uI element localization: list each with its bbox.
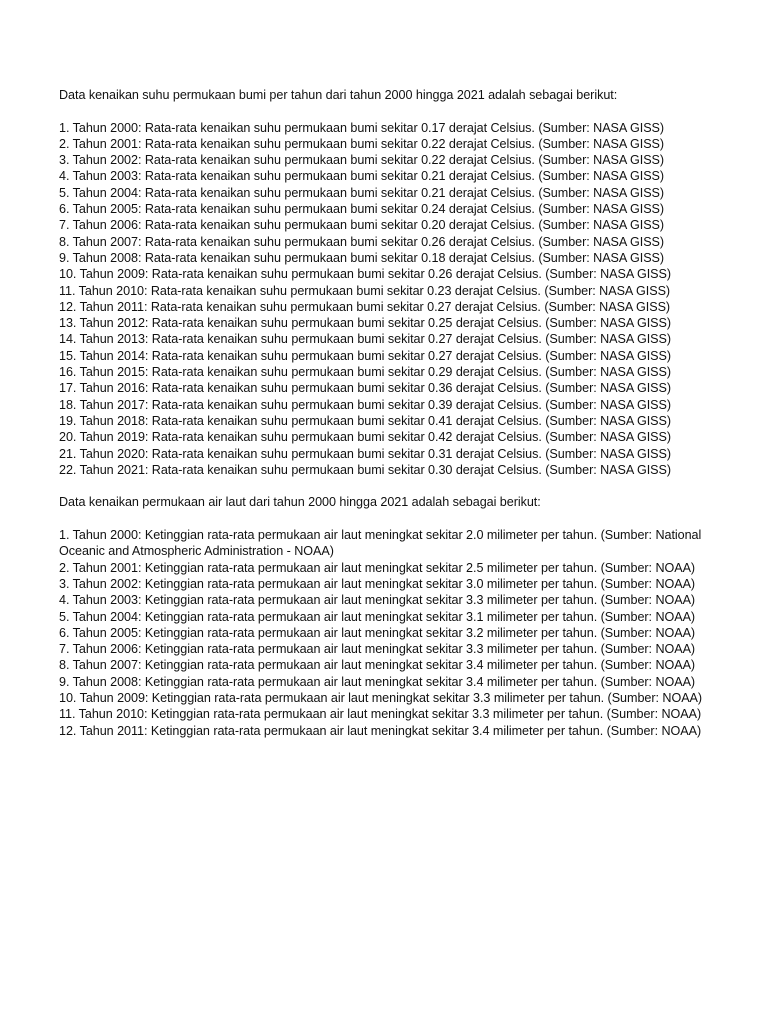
temperature-item-2017: 18. Tahun 2017: Rata-rata kenaikan suhu permukaan bumi sekitar 0.39 derajat Celsius. (Sumber: NASA GISS) [59,397,671,412]
temperature-item-2002: 3. Tahun 2002: Rata-rata kenaikan suhu permukaan bumi sekitar 0.22 derajat Celsius. (Sumber: NASA GISS) [59,153,665,168]
temperature-item-2018: 19. Tahun 2018: Rata-rata kenaikan suhu permukaan bumi sekitar 0.41 derajat Celsius. (Sumber: NASA GISS) [59,413,671,428]
sea-level-item-2005: 6. Tahun 2005: Ketinggian rata-rata permukaan air laut meningkat sekitar 3.2 milimeter per tahun. (Sumber: NOAA) [59,625,696,640]
temperature-item-2019: 20. Tahun 2019: Rata-rata kenaikan suhu permukaan bumi sekitar 0.42 derajat Celsius. (Sumber: NASA GISS) [59,430,671,445]
temperature-item-2020: 21. Tahun 2020: Rata-rata kenaikan suhu permukaan bumi sekitar 0.31 derajat Celsius. (Sumber: NASA GISS) [59,446,671,461]
sea-level-list [59,527,719,739]
sea-level-item-2008: 9. Tahun 2008: Ketinggian rata-rata permukaan air laut meningkat sekitar 3.4 milimeter per tahun. (Sumber: NOAA) [59,674,696,689]
sea-level-item-2009: 10. Tahun 2009: Ketinggian rata-rata permukaan air laut meningkat sekitar 3.3 milimeter per tahun. (Sumber: NOAA) [59,690,703,705]
temperature-item-2011: 12. Tahun 2011: Rata-rata kenaikan suhu permukaan bumi sekitar 0.27 derajat Celsius. (Sumber: NASA GISS) [59,299,671,314]
temperature-item-2014: 15. Tahun 2014: Rata-rata kenaikan suhu permukaan bumi sekitar 0.27 derajat Celsius. (Sumber: NASA GISS) [59,348,671,363]
sea-level-item-2003: 4. Tahun 2003: Ketinggian rata-rata permukaan air laut meningkat sekitar 3.3 milimeter per tahun. (Sumber: NOAA) [59,593,696,608]
sea-level-item-2007: 8. Tahun 2007: Ketinggian rata-rata permukaan air laut meningkat sekitar 3.4 milimeter per tahun. (Sumber: NOAA) [59,658,696,673]
temperature-item-2021: 22. Tahun 2021: Rata-rata kenaikan suhu permukaan bumi sekitar 0.30 derajat Celsius. (Sumber: NASA GISS) [59,462,671,477]
sea-level-intro: Data kenaikan permukaan air laut dari tahun 2000 hingga 2021 adalah sebagai berikut: [59,495,541,510]
paragraph-spacer [59,511,719,527]
temperature-item-2010: 11. Tahun 2010: Rata-rata kenaikan suhu permukaan bumi sekitar 0.23 derajat Celsius. (Sumber: NASA GISS) [59,283,671,298]
temperature-item-2016: 17. Tahun 2016: Rata-rata kenaikan suhu permukaan bumi sekitar 0.36 derajat Celsius. (Sumber: NASA GISS) [59,381,671,396]
sea-level-item-2001: 2. Tahun 2001: Ketinggian rata-rata permukaan air laut meningkat sekitar 2.5 milimeter per tahun. (Sumber: NOAA) [59,560,696,575]
temperature-item-2013: 14. Tahun 2013: Rata-rata kenaikan suhu permukaan bumi sekitar 0.27 derajat Celsius. (Sumber: NASA GISS) [59,332,671,347]
temperature-item-2015: 16. Tahun 2015: Rata-rata kenaikan suhu permukaan bumi sekitar 0.29 derajat Celsius. (Sumber: NASA GISS) [59,365,671,380]
temperature-item-2006: 7. Tahun 2006: Rata-rata kenaikan suhu permukaan bumi sekitar 0.20 derajat Celsius. (Sumber: NASA GISS) [59,218,665,233]
sea-level-item-2010: 11. Tahun 2010: Ketinggian rata-rata permukaan air laut meningkat sekitar 3.3 milimeter per tahun. (Sumber: NOAA) [59,707,702,722]
paragraph-spacer [59,478,719,494]
temperature-item-2003: 4. Tahun 2003: Rata-rata kenaikan suhu permukaan bumi sekitar 0.21 derajat Celsius. (Sumber: NASA GISS) [59,169,665,184]
temperature-item-2005: 6. Tahun 2005: Rata-rata kenaikan suhu permukaan bumi sekitar 0.24 derajat Celsius. (Sumber: NASA GISS) [59,202,665,217]
temperature-item-2012: 13. Tahun 2012: Rata-rata kenaikan suhu permukaan bumi sekitar 0.25 derajat Celsius. (Sumber: NASA GISS) [59,316,671,331]
document-page [59,87,719,739]
sea-level-item-2006: 7. Tahun 2006: Ketinggian rata-rata permukaan air laut meningkat sekitar 3.3 milimeter per tahun. (Sumber: NOAA) [59,642,696,657]
sea-level-item-2002: 3. Tahun 2002: Ketinggian rata-rata permukaan air laut meningkat sekitar 3.0 milimeter per tahun. (Sumber: NOAA) [59,576,696,591]
sea-level-item-2004: 5. Tahun 2004: Ketinggian rata-rata permukaan air laut meningkat sekitar 3.1 milimeter per tahun. (Sumber: NOAA) [59,609,696,624]
sea-level-item-2000: 1. Tahun 2000: Ketinggian rata-rata permukaan air laut meningkat sekitar 2.0 milimeter per tahun. (Sumber: National Oceanic and Atmospheric Administration - NOAA) [59,528,702,559]
temperature-item-2009: 10. Tahun 2009: Rata-rata kenaikan suhu permukaan bumi sekitar 0.26 derajat Celsius. (Sumber: NASA GISS) [59,267,671,282]
paragraph-spacer [59,103,719,119]
temperature-item-2001: 2. Tahun 2001: Rata-rata kenaikan suhu permukaan bumi sekitar 0.22 derajat Celsius. (Sumber: NASA GISS) [59,136,665,151]
temperature-item-2004: 5. Tahun 2004: Rata-rata kenaikan suhu permukaan bumi sekitar 0.21 derajat Celsius. (Sumber: NASA GISS) [59,185,665,200]
temperature-intro: Data kenaikan suhu permukaan bumi per tahun dari tahun 2000 hingga 2021 adalah sebagai berikut: [59,88,618,102]
temperature-item-2007: 8. Tahun 2007: Rata-rata kenaikan suhu permukaan bumi sekitar 0.26 derajat Celsius. (Sumber: NASA GISS) [59,234,665,249]
sea-level-item-2011: 12. Tahun 2011: Ketinggian rata-rata permukaan air laut meningkat sekitar 3.4 milimeter per tahun. (Sumber: NOAA) [59,723,702,738]
temperature-item-2000: 1. Tahun 2000: Rata-rata kenaikan suhu permukaan bumi sekitar 0.17 derajat Celsius. (Sumber: NASA GISS) [59,120,665,135]
temperature-item-2008: 9. Tahun 2008: Rata-rata kenaikan suhu permukaan bumi sekitar 0.18 derajat Celsius. (Sumber: NASA GISS) [59,250,665,265]
temperature-list [59,120,719,479]
